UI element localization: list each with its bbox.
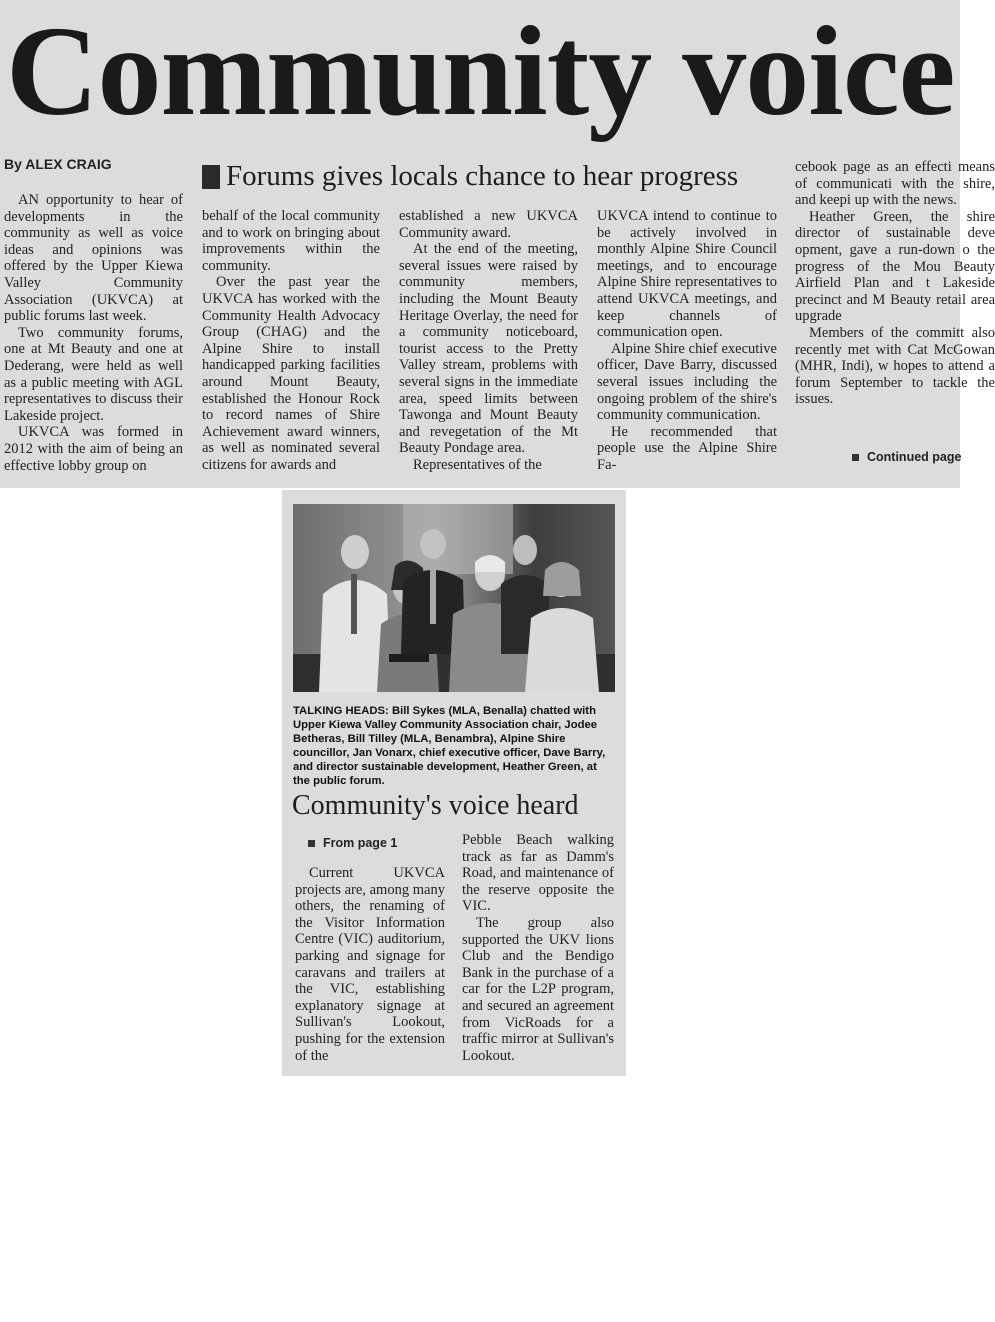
article-column-1 (4, 192, 183, 474)
caption-text: Bill Sykes (MLA, Benalla) chatted with Upper Kiewa Valley Community Association chair, Jodee Betheras, Bill Tilley (MLA, Benambra), Alpine Shire councillor, Jan Vonarx, chief executive officer, Dave Barry, and director sustainable development, Heather Green, at the public forum. (293, 705, 606, 787)
group-photo (293, 504, 615, 692)
subheadline (202, 160, 738, 193)
subheadline-text: Forums gives locals chance to hear progress (226, 160, 739, 192)
article-column-3 (399, 208, 578, 474)
paragraph: Over the past year the UKVCA has worked with the Community Health Advocacy Group (CHAG) and the Alpine Shire to install handicapped parking facilities around Mount Beauty, established the Honour Rock to record names of Shire Achievement award winners, as well as nominated several citizens for awards and (202, 274, 380, 473)
byline: By ALEX CRAIG (4, 156, 112, 172)
paragraph: He recommended that people use the Alpine Shire Fa- (597, 423, 777, 473)
continued-text: Continued page (867, 450, 962, 464)
paragraph: Alpine Shire chief executive officer, Dave Barry, discussed several issues including the ongoing problem of the shire's community communication. (597, 340, 777, 424)
article-column-5 (795, 159, 995, 408)
paragraph: Heather Green, the shire director of sustainable deve opment, gave a run-down o the progress of the Mou Beauty Airfield Plan and t Lakeside precinct and M Beauty retail area upgrade (795, 208, 995, 325)
paragraph: Pebble Beach walking track as far as Damm's Road, and maintenance of the reserve opposite the VIC. (462, 832, 614, 915)
paragraph: behalf of the local community and to work on bringing about improvements within the community. (202, 208, 380, 274)
from-page-text: From page 1 (323, 836, 398, 850)
group-photo-image (293, 504, 615, 692)
paragraph: established a new UKVCA Community award. (399, 208, 578, 241)
headline: Community voice (6, 0, 955, 142)
paragraph: AN opportunity to hear of developments in the community as well as voice ideas and opinions was offered by the Upper Kiewa Valley Community Association (UKVCA) at public forums last week. (4, 192, 183, 325)
paragraph: Two community forums, one at Mt Beauty and one at Dederang, were held as well as a public meeting with AGL representatives to discuss their Lakeside project. (4, 324, 183, 424)
square-bullet-icon (852, 454, 859, 461)
paragraph: Representatives of the (413, 456, 542, 473)
paragraph: Members of the committ also recently met with Cat McGowan (MHR, Indi), w hopes to attend a forum September to tackle the issues. (795, 324, 995, 408)
continued-headline: Community's voice heard (292, 790, 579, 821)
from-page-note (308, 836, 397, 850)
photo-caption (293, 704, 615, 788)
article-clipping-main (0, 0, 995, 488)
continued-column-2 (462, 832, 614, 1064)
continued-column-1 (295, 865, 445, 1064)
caption-lead: TALKING HEADS: (293, 705, 389, 717)
article-clipping-continued (282, 490, 626, 1076)
article-column-2 (202, 208, 380, 474)
paragraph: UKVCA intend to continue to be actively involved in monthly Alpine Shire Council meetings, and to encourage Alpine Shire representatives to attend UKVCA meetings, and keep channels of communication open. (597, 208, 777, 341)
paragraph: The group also supported the UKV lions Club and the Bendigo Bank in the purchase of a car for the L2P program, and secured an agreement from VicRoads for a traffic mirror at Sullivan's Lookout. (462, 914, 614, 1064)
paragraph: UKVCA was formed in 2012 with the aim of being an effective lobby group on (4, 424, 183, 474)
paragraph: Current UKVCA projects are, among many others, the renaming of the Visitor Information Centre (VIC) auditorium, parking and signage for caravans and trailers at the VIC, establishing explanatory signage at Sullivan's Lookout, pushing for the extension of the (295, 865, 445, 1064)
paragraph: At the end of the meeting, several issues were raised by community members, including the Mount Beauty Heritage Overlay, the need for a community noticeboard, tourist access to the Pretty Valley stream, problems with several signs in the immediate area, speed limits between Tawonga and Mount Beauty and revegetation of the Mt Beauty Pondage area. (399, 241, 578, 457)
square-bullet-icon (202, 165, 220, 189)
paragraph: cebook page as an effecti means of communicati with the shire, and keepi up with the news. (795, 159, 995, 209)
continued-page-note (852, 450, 961, 464)
article-column-4 (597, 208, 777, 474)
square-bullet-icon (308, 840, 315, 847)
